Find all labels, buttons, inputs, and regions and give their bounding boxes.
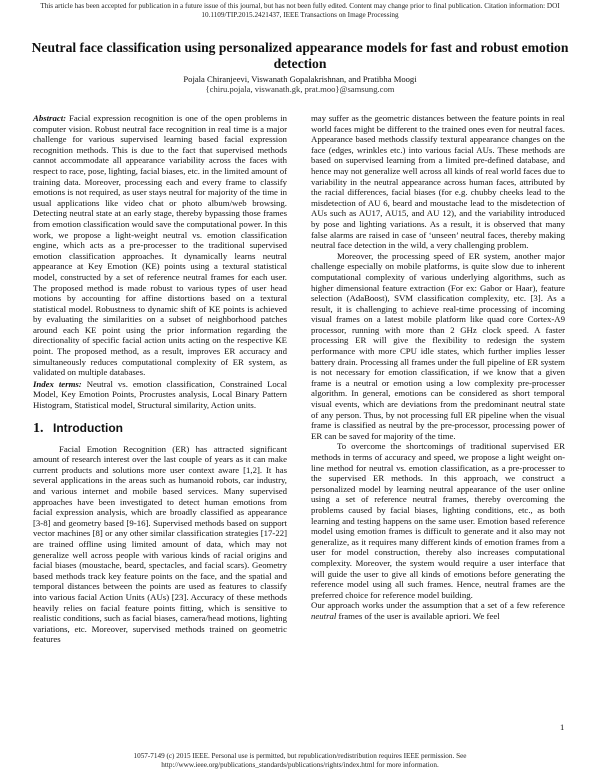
author-block [40,74,560,94]
author-names: Pojala Chiranjeevi, Viswanath Gopalakrishnan, and Pratibha Moogi [183,74,417,84]
intro-paragraph-1-continued: may suffer as the geometric distances between the feature points in real world faces might be different to the trained ones even for neutral faces. Appearance based methods classify textural appearance changes on the face (edges, wrinkles etc.) into various facial AUs. These methods are based on supervised learning from a limited pre-defined database, and hence may not generalize well across all kinds of real world faces due to variability in the neutral appearance across human faces, attributed by the racial differences, facial biases (for e.g. chubby cheeks lead to the misdetection of AU 6, beard and moustache lead to the misdetection of AUs such as AU17, AU15, and AU 12), and the variability introduced by pose and lighting variations. As a result, it is observed that many false alarms are raised in case of ‘unseen’ neutral faces, thereby making neutral face detection in the wild, a very challenging problem. [311,113,565,251]
section-title: Introduction [53,420,123,435]
index-terms [33,379,287,411]
intro-paragraph-4 [311,600,565,621]
index-terms-text: Neutral vs. emotion classification, Constrained Local Model, Key Emotion Points, Procrustes analysis, Local Binary Pattern Histogram, Statistical model, Structural similarity, Action units. [33,378,288,411]
abstract [33,113,287,378]
footer-line-2: http://www.ieee.org/publications_standards/publications/rights/index.html for more information. [161,760,439,769]
abstract-text: Facial expression recognition is one of the open problems in computer vision. Robust neutral face recognition in real time is a major challenge for various supervised learning based facial expression recognition methods. This is due to the fact that supervised methods cannot accommodate all appearance variability across the faces with respect to race, pose, lighting, facial biases, etc. in the limited amount of training data. Moreover, processing each and every frame to classify emotions is not required, as user stays neutral for majority of the time in usual applications like video chat or photo album/web browsing. Detecting neutral state at an early stage, thereby bypassing those frames from emotion classification would save the computational power. In this work, we propose a light-weight neutral vs. emotion classification engine, which acts as a pre-processer to the traditional supervised emotion classification approaches. It dynamically learns neutral appearance at Key Emotion (KE) points using a textural statistical model, constructed by a set of reference neutral frames for each user. The proposed method is made robust to various types of user head motions by accounting for affine distortions based on a textural statistical model. Robustness to dynamic shift of KE points is achieved by evaluating the similarities on a subset of neighborhood patches around each KE point using the prior information regarding the directionality of specific facial action units acting on the respective KE point. The proposed method, as a result, improves ER accuracy and simultaneously reduces computational complexity of ER system, as validated on multiple databases. [33,113,287,378]
intro-paragraph-4-start: Our approach works under the assumption that a set of a few reference [311,600,565,611]
footer-line-1: 1057-7149 (c) 2015 IEEE. Personal use is permitted, but republication/redistribution requires IEEE permission. See [133,752,467,760]
intro-paragraph-1: Facial Emotion Recognition (ER) has attracted significant amount of research interest over the last couple of years as it can make current products and solutions more user context aware [1,2]. It has several applications in the areas such as humanoid robots, car industry, and various internet and mobile based services. Many supervised approaches have been investigated to detect human emotions from facial expression analysis, which are broadly classified as appearance [3-8] and geometry based [9-16]. Supervised methods based on support vector machines [8] or any other similar classification strategies [17-22] are trained offline using limited amount of data, which may not generalize well across people with various kinds of racial origins and facial biases (moustache, beard, spectacles, and facial scars). Geometry based methods track key feature points on the face, and the spatial and temporal distances between the points are used as features to classify into various facial Action Units (AUs) [23]. Accuracy of these methods heavily relies on facial feature points fitting, which is sensitive to realistic conditions, such as facial biases, camera/head motions, lighting variations, etc. Moreover, supervised methods trained on geometric features [33,443,287,645]
section-number: 1. [33,420,44,436]
intro-paragraph-2: Moreover, the processing speed of ER system, another major challenge especially on mobile platforms, is quite slow due to inherent computational complexity of various underlying algorithms, such as higher dimensional feature extraction (For ex: Gabor or Haar), feature selection (AdaBoost), SVM classification complexity, etc. [3]. As a result, it is challenging to achieve real-time processing of incoming visual frames on a latest mobile platform like quad core Cortex-A9 processor, running with more than 2 GHz clock speed. A faster processing ER will give the flexibility to redesign the system performance with more CPU idle states, which further implies lesser battery drain. Processing all frames under the full pipeline of ER system is not necessary for emotion classification, if we know that a given frame is a neutral or emotion using a low complexity pre-processer algorithm. In general, emotions can be considered as short temporal visual events, which are deviations from the predominant neutral state of any person. Thus, by not processing full ER pipeline when the visual frame is classified as neutral by the pre-processor, processing power of ER can be saved for majority of the time. [311,250,565,441]
page-number: 1 [560,722,565,732]
paper-title: Neutral face classification using personalized appearance models for fast and robust emotion detection [31,40,569,71]
intro-paragraph-3: To overcome the shortcomings of traditional supervised ER methods in terms of accuracy and speed, we propose a light weight on-line method for neutral vs. emotion classification, as a pre-processer to the supervised ER methods. In this approach, we construct a personalized model by learning neutral appearance of the user online using a set of reference neutral frames, thereby overcoming the problems caused by facial biases, lighting conditions, etc., as both learning and testing happens on the same user. Emotion based reference model using emotion frames is difficult to generate and it also may not generalize, as it requires many different kinds of emotion frames from a user for model construction, thereby also increases computational complexity. Moreover, the system would require a user interface that will guide the user to give all kinds of emotions before generating the reference model using all such frames. Hence, neutral frames are the preferred choice for reference model building. [311,441,565,600]
intro-paragraph-4-end: frames of the user is available apriori. We feel [336,610,500,621]
neutral-emphasis: neutral [311,610,337,621]
publication-notice: This article has been accepted for publication in a future issue of this journal, but has not been fully edited. Content may change prior to final publication. Citation information: DOI 10.1109/TIP.2015.2421437, IEEE Transactions on Image Processing [40,2,560,19]
right-column [311,113,565,622]
index-terms-label: Index terms: [33,378,82,389]
author-emails: {chiru.pojala, viswanath.gk, prat.moo}@samsung.com [205,84,395,95]
section-heading [33,421,287,436]
copyright-footer [60,752,540,769]
left-column [33,113,287,645]
abstract-label: Abstract: [33,113,67,123]
